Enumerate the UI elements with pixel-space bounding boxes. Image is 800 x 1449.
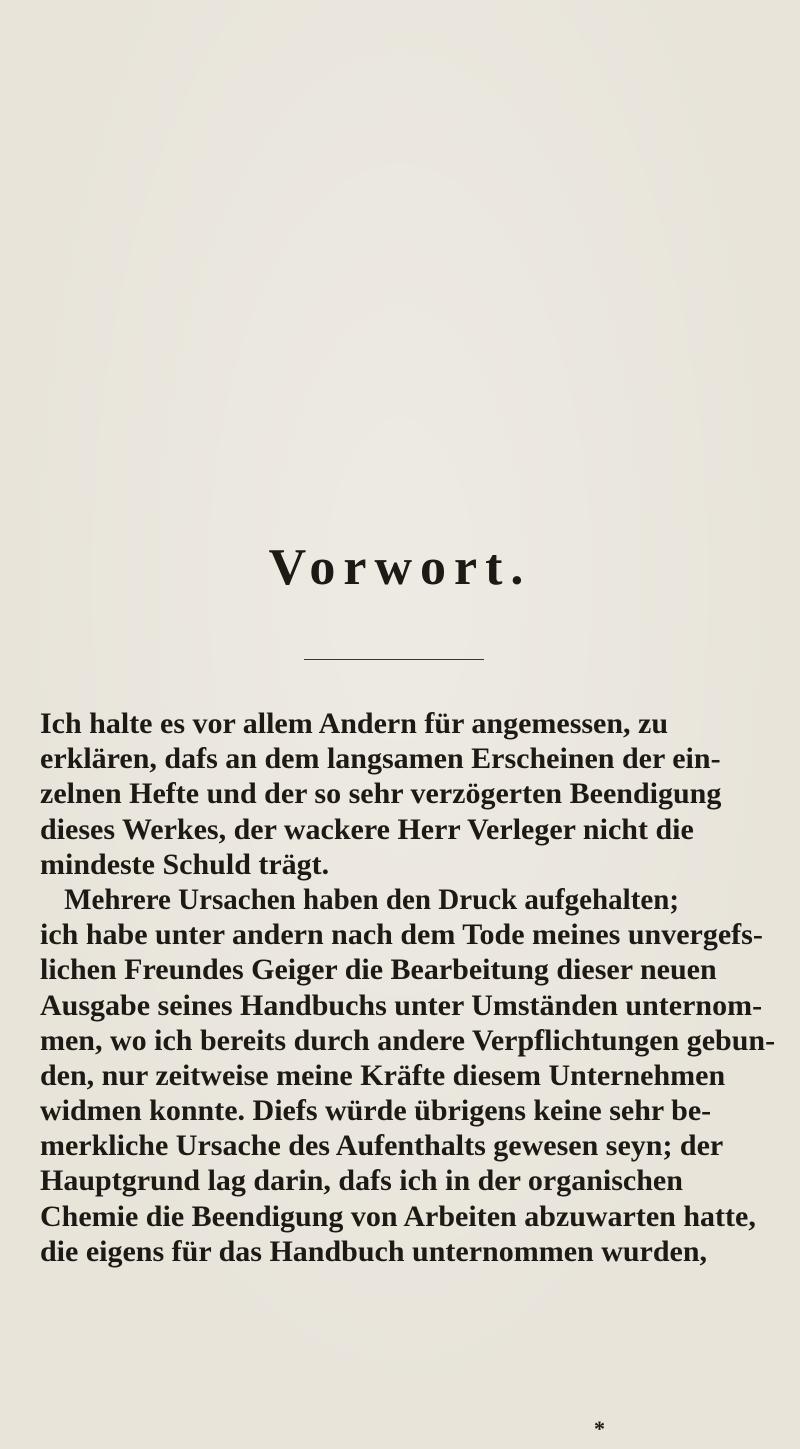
text-line: die eigens für das Handbuch unternommen wurden, bbox=[40, 1234, 708, 1268]
text-line: Hauptgrund lag darin, dafs ich in der organischen bbox=[40, 1164, 683, 1198]
paragraph-2 bbox=[40, 882, 780, 1269]
text-line: den, nur zeitweise meine Kräfte diesem Unternehmen bbox=[40, 1058, 726, 1092]
text-line: mindeste Schuld trägt. bbox=[40, 847, 330, 881]
text-line: Mehrere Ursachen haben den Druck aufgehalten; bbox=[64, 882, 680, 916]
text-line: merkliche Ursache des Aufenthalts gewesen seyn; der bbox=[40, 1129, 724, 1163]
title-divider bbox=[304, 659, 484, 660]
text-line: lichen Freundes Geiger die Bearbeitung dieser neuen bbox=[40, 953, 717, 987]
page-title: Vorwort. bbox=[268, 539, 532, 596]
text-line: ich habe unter andern nach dem Tode meines unvergefs- bbox=[40, 918, 763, 952]
text-line: dieses Werkes, der wackere Herr Verleger nicht die bbox=[40, 812, 694, 846]
text-line: widmen konnte. Diefs würde übrigens keine sehr be- bbox=[40, 1094, 712, 1128]
text-line: zelnen Hefte und der so sehr verzögerten Beendigung bbox=[40, 777, 722, 811]
text-line: men, wo ich bereits durch andere Verpflichtungen gebun- bbox=[40, 1023, 776, 1057]
text-line: Ich halte es vor allem Andern für angemessen, zu bbox=[40, 707, 669, 740]
signature-mark: * bbox=[594, 1416, 605, 1441]
preface-body bbox=[40, 706, 780, 1269]
text-line: Chemie die Beendigung von Arbeiten abzuwarten hatte, bbox=[40, 1199, 756, 1233]
paragraph-1 bbox=[40, 706, 780, 882]
text-line: Ausgabe seines Handbuchs unter Umständen unternom- bbox=[40, 988, 763, 1022]
text-line: erklären, dafs an dem langsamen Erscheinen der ein- bbox=[40, 742, 721, 776]
